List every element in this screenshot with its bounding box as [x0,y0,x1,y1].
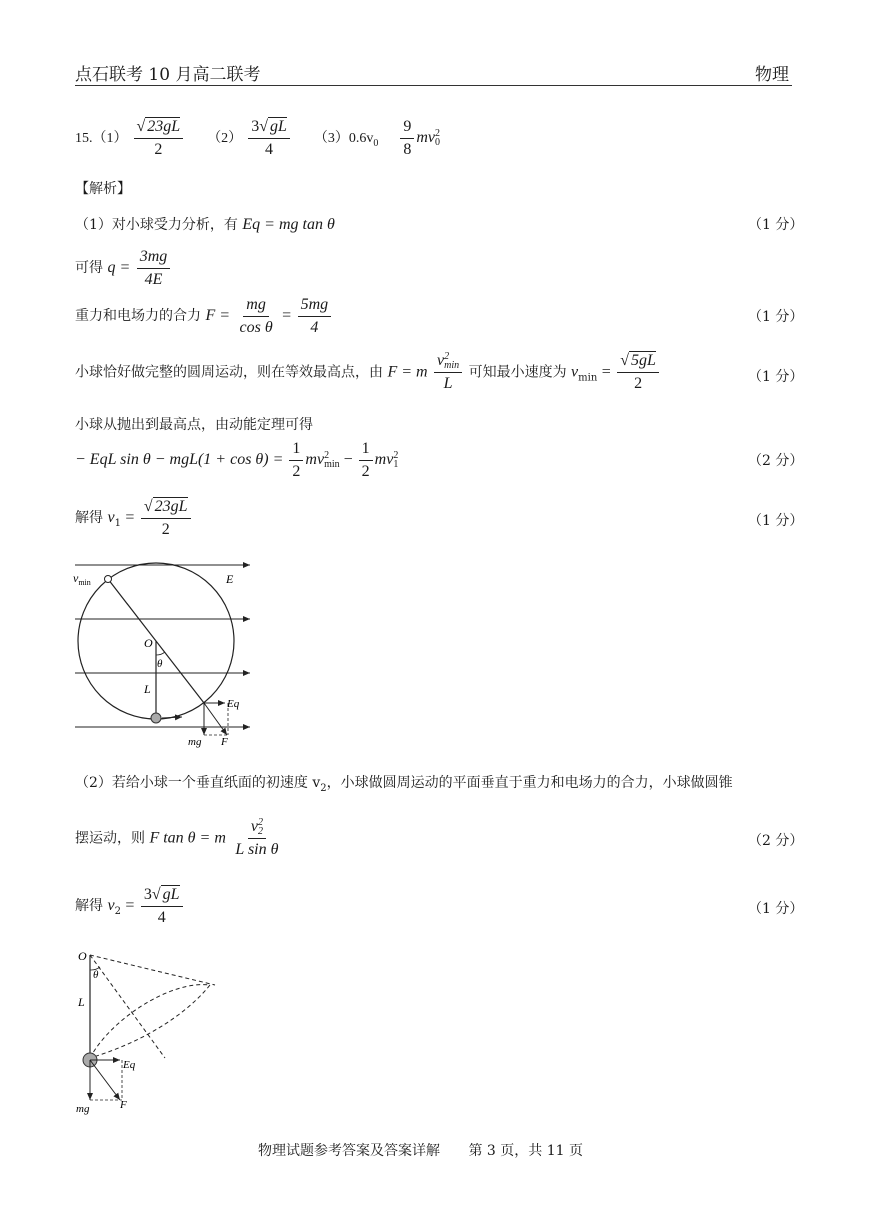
score-4: （1 分） [748,369,804,385]
vmin-point [105,576,112,583]
answer-4: $\frac{9}{8}$ [400,118,414,158]
answer-1: $\frac{√ 23gL}{2}$ [134,118,184,158]
step-3: 重力和电场力的合力 F = $\frac{mg}{\text{cos θ}}$ = $\frac{5mg}{4}$ [75,296,333,336]
step-9: 解得 $v_2$ = $\frac{3√ gL}{4}$ [75,886,185,926]
score-1: （1 分） [748,217,804,233]
figure-2-conical-pendulum [70,940,230,1115]
dash-ellipse [90,985,210,1058]
step-1: （1）对小球受力分析，有 Eq = mg tan θ [75,216,335,233]
answer-2: $\frac{3√ gL}{4}$ [248,118,290,158]
label-O: O [144,636,153,650]
step-7: 解得 $v_1$ = $\frac{√ 23gL}{2}$ [75,498,193,538]
velocity-arrow [162,717,182,718]
figure-1-circular-motion [70,555,255,750]
step-8: 摆运动，则 F tan θ = m v 2 2 L sin θ [75,817,279,859]
score-9: （1 分） [748,901,804,917]
ball-icon [151,713,161,723]
label-F: F [120,1099,127,1111]
header-rule [75,85,792,86]
label-vmin: $v_{min}$ [73,571,91,587]
score-8: （2 分） [748,833,804,849]
step-4: 小球恰好做完整的圆周运动，则在等效最高点，由 F = m v 2 min L 可知最小速度为 $v_{min}$ = $\frac{√ 5gL}{2}$ [75,352,661,393]
label-E: E [226,572,234,586]
score-7: （1 分） [748,513,804,529]
answer-label: 15.（1） [75,130,128,146]
analysis-title: 【解析】 [75,181,131,197]
label-theta: θ [157,658,163,670]
label-theta: θ [93,969,99,981]
label-L: L [78,995,85,1009]
label-O: O [78,949,87,963]
score-6: （2 分） [748,453,804,469]
header-left: 点石联考 10 月高二联考 [75,65,261,85]
answer-3: $(3)0.6v_0$ [313,130,379,149]
step-5: 小球从抛出到最高点，由动能定理可得 [75,417,313,433]
answer-line: 15.（1） $\frac{√ 23gL}{2}$ （2） $\frac{3√ gL}{4}$ $(3)0.6v_0$ $\frac{9}{8}$ mv 2 0 [75,118,441,158]
label-mg: mg [76,1103,90,1115]
footer: 物理试题参考答案及答案详解 第 3 页，共 11 页 [258,1143,583,1159]
score-3: （1 分） [748,309,804,325]
part-2-text: （2）若给小球一个垂直纸面的初速度 $v_2$，小球做圆周运动的平面垂直于重力和电场力的合力，小球做圆锥 [75,775,733,794]
step-6: − EqL sin θ − mgL(1 + cos θ) = $\frac{1}{2}$ mv 2 min − $\frac{1}{2}$ mv 2 1 [75,440,399,480]
f-arrow [204,703,227,735]
answer-label-2: （2） [207,130,243,146]
theta-arc [156,652,165,655]
label-L: L [144,682,151,696]
label-Eq: Eq [123,1059,136,1071]
step-2: 可得 q = $\frac{3mg}{4E}$ [75,248,172,288]
label-Eq: Eq [227,698,240,710]
f-arrow [90,1060,120,1100]
label-F: F [221,736,228,748]
header-right: 物理 [755,65,789,85]
label-mg: mg [188,736,202,748]
